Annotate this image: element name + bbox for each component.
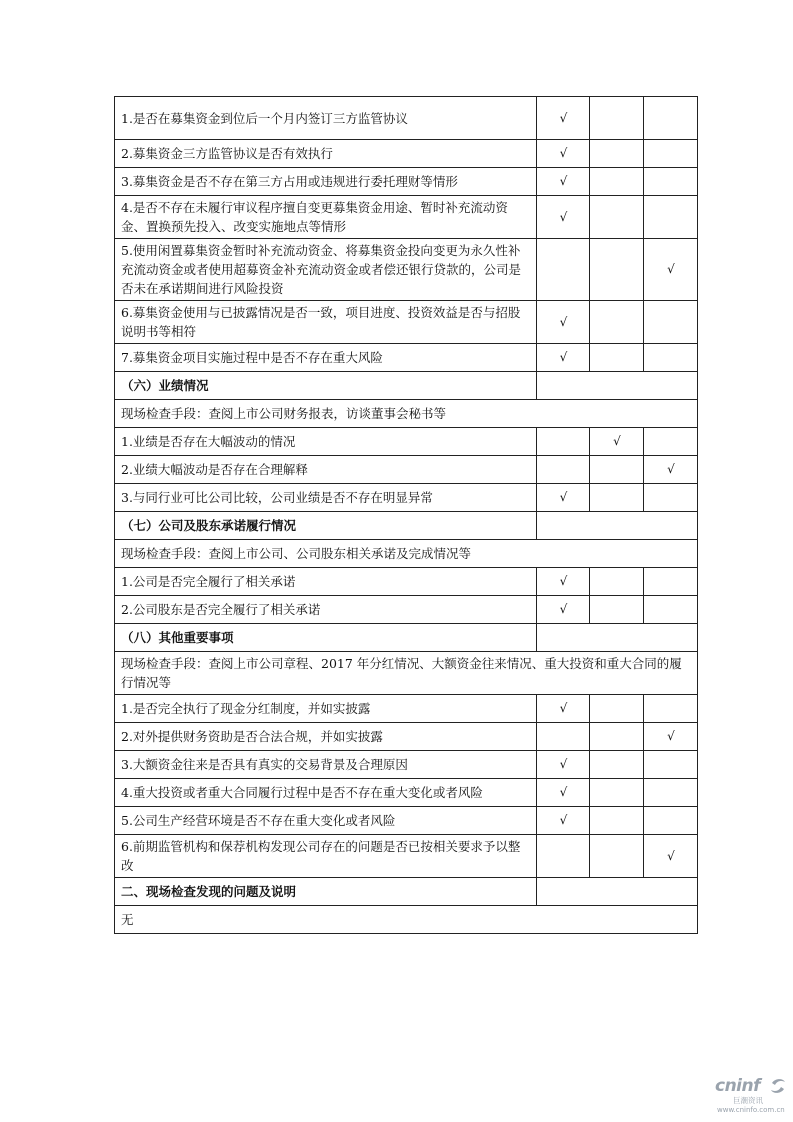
check-cell-3: √ xyxy=(644,723,698,751)
table-row xyxy=(115,596,698,624)
logo-brand: cninf xyxy=(715,1076,761,1096)
check-cell-3 xyxy=(644,344,698,372)
logo-url: www.cninfo.com.cn xyxy=(717,1106,785,1114)
check-cell-3 xyxy=(644,168,698,196)
table-row xyxy=(115,568,698,596)
section-heading: （八）其他重要事项 xyxy=(115,624,537,652)
check-cell-2 xyxy=(590,835,644,878)
row-text: 1.是否在募集资金到位后一个月内签订三方监管协议 xyxy=(115,97,537,140)
check-cell-1: √ xyxy=(537,301,590,344)
row-text: 1.业绩是否存在大幅波动的情况 xyxy=(115,428,537,456)
row-text: 7.募集资金项目实施过程中是否不存在重大风险 xyxy=(115,344,537,372)
check-cell-3: √ xyxy=(644,239,698,301)
check-cell-3 xyxy=(644,97,698,140)
check-cell-1: √ xyxy=(537,168,590,196)
section-row xyxy=(115,878,698,906)
section-heading: 二、现场检查发现的问题及说明 xyxy=(115,878,537,906)
swirl-icon xyxy=(769,1077,787,1095)
check-cell-1: √ xyxy=(537,484,590,512)
row-text: 2.业绩大幅波动是否存在合理解释 xyxy=(115,456,537,484)
check-cell-1: √ xyxy=(537,140,590,168)
check-cell-2: √ xyxy=(590,428,644,456)
check-cell-2 xyxy=(590,596,644,624)
row-text: 2.募集资金三方监管协议是否有效执行 xyxy=(115,140,537,168)
section-row xyxy=(115,624,698,652)
table-row xyxy=(115,484,698,512)
row-text: 3.与同行业可比公司比较，公司业绩是否不存在明显异常 xyxy=(115,484,537,512)
inspection-method: 现场检查手段：查阅上市公司、公司股东相关承诺及完成情况等 xyxy=(115,540,698,568)
row-text: 1.公司是否完全履行了相关承诺 xyxy=(115,568,537,596)
row-text: 6.募集资金使用与已披露情况是否一致，项目进度、投资效益是否与招股说明书等相符 xyxy=(115,301,537,344)
check-cell-2 xyxy=(590,807,644,835)
check-cell-2 xyxy=(590,779,644,807)
inspection-table xyxy=(114,96,698,934)
check-cell-1 xyxy=(537,456,590,484)
check-cell-2 xyxy=(590,456,644,484)
check-cell-2 xyxy=(590,97,644,140)
check-cell-2 xyxy=(590,196,644,239)
check-cell-2 xyxy=(590,301,644,344)
row-text: 3.募集资金是否不存在第三方占用或违规进行委托理财等情形 xyxy=(115,168,537,196)
table-row xyxy=(115,807,698,835)
check-cell-1 xyxy=(537,835,590,878)
table-row xyxy=(115,196,698,239)
check-cell-3: √ xyxy=(644,835,698,878)
check-cell-3 xyxy=(644,568,698,596)
empty-cell xyxy=(537,624,698,652)
check-cell-2 xyxy=(590,723,644,751)
check-cell-3 xyxy=(644,807,698,835)
row-text: 1.是否完全执行了现金分红制度，并如实披露 xyxy=(115,695,537,723)
check-cell-2 xyxy=(590,484,644,512)
table-row xyxy=(115,779,698,807)
method-row xyxy=(115,652,698,695)
check-cell-1 xyxy=(537,428,590,456)
table-row xyxy=(115,751,698,779)
table-row xyxy=(115,428,698,456)
check-cell-3 xyxy=(644,751,698,779)
row-text: 6.前期监管机构和保荐机构发现公司存在的问题是否已按相关要求予以整改 xyxy=(115,835,537,878)
check-cell-3 xyxy=(644,484,698,512)
row-text: 2.对外提供财务资助是否合法合规，并如实披露 xyxy=(115,723,537,751)
row-text: 2.公司股东是否完全履行了相关承诺 xyxy=(115,596,537,624)
check-cell-2 xyxy=(590,344,644,372)
section-row xyxy=(115,512,698,540)
inspection-method: 现场检查手段：查阅上市公司财务报表，访谈董事会秘书等 xyxy=(115,400,698,428)
row-text: 4.是否不存在未履行审议程序擅自变更募集资金用途、暂时补充流动资金、置换预先投入、改变实施地点等情形 xyxy=(115,196,537,239)
check-cell-2 xyxy=(590,695,644,723)
table-row xyxy=(115,140,698,168)
check-cell-1: √ xyxy=(537,779,590,807)
check-cell-1: √ xyxy=(537,568,590,596)
check-cell-1: √ xyxy=(537,807,590,835)
check-cell-1: √ xyxy=(537,196,590,239)
cninfo-watermark-logo xyxy=(707,1076,793,1122)
table-row xyxy=(115,97,698,140)
table-row xyxy=(115,456,698,484)
check-cell-2 xyxy=(590,140,644,168)
check-cell-1 xyxy=(537,239,590,301)
check-cell-3 xyxy=(644,140,698,168)
check-cell-1: √ xyxy=(537,596,590,624)
check-cell-3 xyxy=(644,301,698,344)
check-cell-1: √ xyxy=(537,751,590,779)
method-row xyxy=(115,400,698,428)
check-cell-3 xyxy=(644,695,698,723)
check-cell-2 xyxy=(590,751,644,779)
check-cell-2 xyxy=(590,568,644,596)
table-row xyxy=(115,835,698,878)
check-cell-1: √ xyxy=(537,344,590,372)
table-row xyxy=(115,168,698,196)
check-cell-2 xyxy=(590,239,644,301)
section-heading: （七）公司及股东承诺履行情况 xyxy=(115,512,537,540)
check-cell-3 xyxy=(644,596,698,624)
check-cell-3 xyxy=(644,779,698,807)
table-row xyxy=(115,695,698,723)
section-row xyxy=(115,372,698,400)
row-text: 5.公司生产经营环境是否不存在重大变化或者风险 xyxy=(115,807,537,835)
table-row xyxy=(115,344,698,372)
row-text: 4.重大投资或者重大合同履行过程中是否不存在重大变化或者风险 xyxy=(115,779,537,807)
inspection-method: 现场检查手段：查阅上市公司章程、2017 年分红情况、大额资金往来情况、重大投资和重大合同的履行情况等 xyxy=(115,652,698,695)
table-row xyxy=(115,301,698,344)
section-heading: （六）业绩情况 xyxy=(115,372,537,400)
method-row xyxy=(115,540,698,568)
check-cell-1 xyxy=(537,723,590,751)
table-row xyxy=(115,239,698,301)
empty-cell xyxy=(537,878,698,906)
logo-subtitle: 巨潮资讯 xyxy=(733,1096,763,1105)
findings-row xyxy=(115,906,698,934)
empty-cell xyxy=(537,372,698,400)
row-text: 5.使用闲置募集资金暂时补充流动资金、将募集资金投向变更为永久性补充流动资金或者使用超募资金补充流动资金或者偿还银行贷款的，公司是否未在承诺期间进行风险投资 xyxy=(115,239,537,301)
row-text: 3.大额资金往来是否具有真实的交易背景及合理原因 xyxy=(115,751,537,779)
check-cell-2 xyxy=(590,168,644,196)
check-cell-3 xyxy=(644,428,698,456)
findings-text: 无 xyxy=(115,906,698,934)
check-cell-1: √ xyxy=(537,97,590,140)
empty-cell xyxy=(537,512,698,540)
check-cell-3: √ xyxy=(644,456,698,484)
check-cell-1: √ xyxy=(537,695,590,723)
check-cell-3 xyxy=(644,196,698,239)
table-row xyxy=(115,723,698,751)
